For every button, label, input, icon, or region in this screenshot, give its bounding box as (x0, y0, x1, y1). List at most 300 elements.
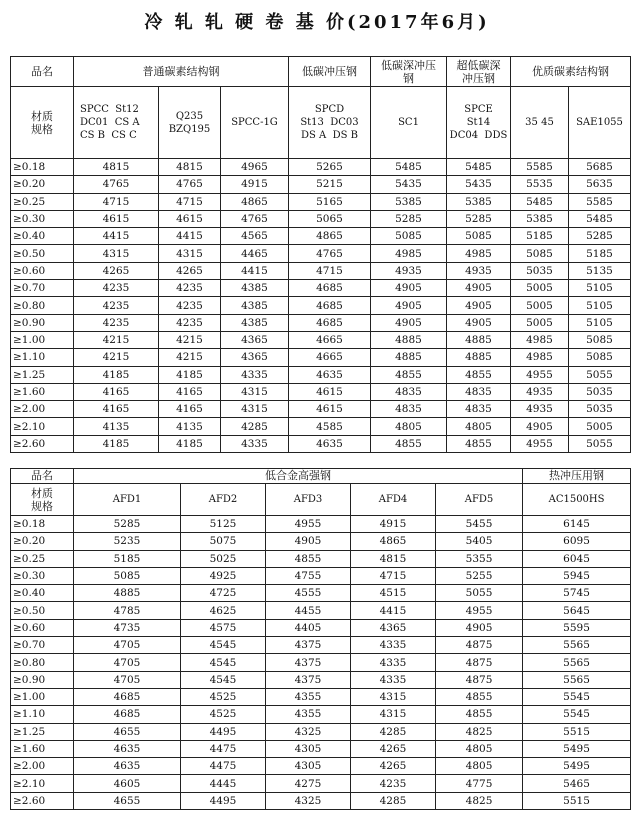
price-cell: 4905 (371, 314, 447, 331)
group-header: 优质碳素结构钢 (511, 57, 631, 87)
price-cell: 4715 (289, 262, 371, 279)
price-cell: 4315 (74, 245, 159, 262)
price-cell: 4525 (181, 688, 266, 705)
price-cell: 5385 (511, 210, 569, 227)
price-cell: 5265 (289, 159, 371, 176)
price-cell: 4785 (74, 602, 181, 619)
table-row (11, 314, 631, 331)
spec-cell: ≥1.60 (11, 383, 74, 400)
price-cell: 4335 (221, 366, 289, 383)
price-cell: 4655 (74, 723, 181, 740)
price-cell: 4185 (74, 366, 159, 383)
price-cell: 4585 (289, 418, 371, 435)
price-cell: 4415 (221, 262, 289, 279)
price-cell: 4315 (221, 401, 289, 418)
price-cell: 4475 (181, 758, 266, 775)
price-cell: 4305 (266, 758, 351, 775)
price-cell: 4725 (181, 585, 266, 602)
table-row (11, 193, 631, 210)
page-title: 冷 轧 轧 硬 卷 基 价(2017年6月) (144, 12, 490, 33)
table-row (11, 585, 631, 602)
price-cell: 5285 (371, 210, 447, 227)
price-cell: 4705 (74, 637, 181, 654)
table-row (11, 706, 631, 723)
price-cell: 6145 (523, 516, 631, 533)
price-cell: 4935 (371, 262, 447, 279)
price-cell: 5585 (511, 159, 569, 176)
price-cell: 4635 (289, 435, 371, 452)
price-table-1 (10, 56, 631, 453)
table-row (11, 792, 631, 809)
price-cell: 4905 (447, 280, 511, 297)
price-cell: 4385 (221, 314, 289, 331)
material-header: AFD1 (74, 484, 181, 516)
price-cell: 4985 (511, 331, 569, 348)
price-cell: 4265 (351, 740, 436, 757)
price-cell: 4755 (266, 567, 351, 584)
price-cell: 4855 (436, 688, 523, 705)
price-cell: 5055 (569, 366, 631, 383)
price-cell: 4925 (181, 567, 266, 584)
price-cell: 5105 (569, 314, 631, 331)
table-row (11, 418, 631, 435)
price-cell: 4375 (266, 654, 351, 671)
spec-label: 材质 规格 (11, 87, 74, 159)
price-cell: 4565 (221, 228, 289, 245)
table-row (11, 654, 631, 671)
price-cell: 4405 (266, 619, 351, 636)
spec-cell: ≥2.00 (11, 401, 74, 418)
table2-group-header (11, 469, 631, 484)
price-cell: 5495 (523, 740, 631, 757)
price-cell: 4835 (371, 383, 447, 400)
price-cell: 5085 (511, 245, 569, 262)
price-cell: 5465 (523, 775, 631, 792)
price-cell: 5105 (569, 280, 631, 297)
price-cell: 4215 (74, 331, 159, 348)
price-cell: 4285 (351, 723, 436, 740)
spec-cell: ≥1.00 (11, 688, 74, 705)
price-cell: 4855 (371, 366, 447, 383)
spec-cell: ≥1.60 (11, 740, 74, 757)
table-row (11, 602, 631, 619)
price-cell: 4835 (371, 401, 447, 418)
table-row (11, 245, 631, 262)
price-cell: 4815 (351, 550, 436, 567)
price-cell: 4985 (447, 245, 511, 262)
price-cell: 4885 (74, 585, 181, 602)
price-cell: 4765 (159, 176, 221, 193)
price-cell: 5185 (569, 245, 631, 262)
price-cell: 4575 (181, 619, 266, 636)
price-cell: 4685 (289, 314, 371, 331)
material-header: SC1 (371, 87, 447, 159)
spec-cell: ≥0.80 (11, 297, 74, 314)
price-cell: 5025 (181, 550, 266, 567)
price-cell: 5035 (511, 262, 569, 279)
group-header: 普通碳素结构钢 (74, 57, 289, 87)
price-cell: 4805 (371, 418, 447, 435)
price-cell: 4235 (351, 775, 436, 792)
material-header: SPCC St12 DC01 CS A CS B CS C (74, 87, 159, 159)
table-row (11, 331, 631, 348)
price-cell: 4665 (289, 349, 371, 366)
price-cell: 4855 (436, 706, 523, 723)
price-cell: 4775 (436, 775, 523, 792)
price-cell: 4235 (74, 297, 159, 314)
price-cell: 4475 (181, 740, 266, 757)
spec-cell: ≥0.18 (11, 159, 74, 176)
price-cell: 4905 (371, 280, 447, 297)
price-cell: 5005 (569, 418, 631, 435)
price-cell: 4455 (266, 602, 351, 619)
price-cell: 5565 (523, 654, 631, 671)
price-cell: 5515 (523, 723, 631, 740)
price-cell: 4615 (289, 383, 371, 400)
price-cell: 4615 (74, 210, 159, 227)
spec-cell: ≥0.40 (11, 228, 74, 245)
price-cell: 6095 (523, 533, 631, 550)
price-cell: 4325 (266, 792, 351, 809)
price-cell: 4495 (181, 792, 266, 809)
spec-cell: ≥0.25 (11, 193, 74, 210)
material-header: AFD3 (266, 484, 351, 516)
price-cell: 5235 (74, 533, 181, 550)
price-cell: 5005 (511, 314, 569, 331)
price-cell: 4825 (436, 792, 523, 809)
price-cell: 4615 (159, 210, 221, 227)
price-cell: 4985 (371, 245, 447, 262)
price-cell: 4865 (351, 533, 436, 550)
price-cell: 4375 (266, 637, 351, 654)
table-row (11, 435, 631, 452)
price-cell: 5185 (511, 228, 569, 245)
price-cell: 4495 (181, 723, 266, 740)
table-row (11, 758, 631, 775)
price-cell: 4235 (159, 280, 221, 297)
material-header: Q235 BZQ195 (159, 87, 221, 159)
price-cell: 4555 (266, 585, 351, 602)
price-cell: 5405 (436, 533, 523, 550)
price-cell: 4235 (159, 297, 221, 314)
price-cell: 4335 (351, 654, 436, 671)
price-cell: 4715 (351, 567, 436, 584)
table1-material-header (11, 87, 631, 159)
price-cell: 4905 (266, 533, 351, 550)
table-row (11, 176, 631, 193)
group-header: 低合金高强钢 (74, 469, 523, 484)
group-header: 低碳冲压钢 (289, 57, 371, 87)
price-cell: 4815 (159, 159, 221, 176)
price-cell: 4715 (159, 193, 221, 210)
spec-cell: ≥2.10 (11, 775, 74, 792)
price-cell: 4315 (351, 688, 436, 705)
price-cell: 4885 (447, 349, 511, 366)
spec-cell: ≥1.00 (11, 331, 74, 348)
spec-cell: ≥1.25 (11, 723, 74, 740)
price-cell: 5035 (569, 383, 631, 400)
price-cell: 4525 (181, 706, 266, 723)
price-cell: 5485 (447, 159, 511, 176)
spec-cell: ≥0.20 (11, 533, 74, 550)
table-row (11, 262, 631, 279)
price-cell: 5285 (447, 210, 511, 227)
price-cell: 5215 (289, 176, 371, 193)
material-header: AC1500HS (523, 484, 631, 516)
price-cell: 5455 (436, 516, 523, 533)
price-cell: 4915 (351, 516, 436, 533)
spec-cell: ≥0.20 (11, 176, 74, 193)
price-cell: 4165 (159, 401, 221, 418)
price-cell: 4165 (74, 401, 159, 418)
price-cell: 5285 (74, 516, 181, 533)
price-cell: 4935 (511, 383, 569, 400)
price-cell: 5285 (569, 228, 631, 245)
price-cell: 4685 (74, 688, 181, 705)
price-cell: 4955 (511, 366, 569, 383)
price-cell: 4985 (511, 349, 569, 366)
price-cell: 4325 (266, 723, 351, 740)
price-cell: 4615 (289, 401, 371, 418)
price-cell: 5125 (181, 516, 266, 533)
price-cell: 4885 (371, 331, 447, 348)
price-cell: 5635 (569, 176, 631, 193)
price-cell: 4185 (159, 435, 221, 452)
spec-cell: ≥0.18 (11, 516, 74, 533)
price-cell: 4905 (371, 297, 447, 314)
table-row (11, 671, 631, 688)
price-cell: 4685 (74, 706, 181, 723)
spec-cell: ≥0.50 (11, 245, 74, 262)
price-cell: 4705 (74, 671, 181, 688)
price-cell: 4335 (351, 671, 436, 688)
table-row (11, 159, 631, 176)
price-cell: 5685 (569, 159, 631, 176)
spec-cell: ≥2.60 (11, 792, 74, 809)
price-cell: 4415 (74, 228, 159, 245)
price-cell: 5645 (523, 602, 631, 619)
price-cell: 5545 (523, 706, 631, 723)
spec-cell: ≥0.40 (11, 585, 74, 602)
spec-label: 材质 规格 (11, 484, 74, 516)
spec-cell: ≥2.60 (11, 435, 74, 452)
spec-cell: ≥0.60 (11, 619, 74, 636)
price-cell: 5495 (523, 758, 631, 775)
price-cell: 5165 (289, 193, 371, 210)
price-cell: 5135 (569, 262, 631, 279)
material-header: SPCC-1G (221, 87, 289, 159)
table2-material-header (11, 484, 631, 516)
price-cell: 4955 (436, 602, 523, 619)
table1-group-header (11, 57, 631, 87)
price-cell: 4905 (447, 314, 511, 331)
spec-cell: ≥0.70 (11, 280, 74, 297)
spec-cell: ≥2.00 (11, 758, 74, 775)
group-header: 超低碳深 冲压钢 (447, 57, 511, 87)
price-cell: 4825 (436, 723, 523, 740)
material-header: AFD5 (436, 484, 523, 516)
price-cell: 5085 (74, 567, 181, 584)
spec-cell: ≥0.80 (11, 654, 74, 671)
table1-row-label-header: 品名 (11, 57, 74, 87)
spec-cell: ≥0.25 (11, 550, 74, 567)
price-cell: 4305 (266, 740, 351, 757)
price-cell: 5585 (569, 193, 631, 210)
price-cell: 4805 (447, 418, 511, 435)
price-cell: 4545 (181, 654, 266, 671)
price-cell: 4335 (351, 637, 436, 654)
material-header: AFD2 (181, 484, 266, 516)
spec-cell: ≥1.10 (11, 706, 74, 723)
table-row (11, 533, 631, 550)
price-cell: 4715 (74, 193, 159, 210)
price-cell: 4415 (351, 602, 436, 619)
spec-cell: ≥2.10 (11, 418, 74, 435)
price-cell: 5515 (523, 792, 631, 809)
price-cell: 4165 (74, 383, 159, 400)
price-cell: 4315 (351, 706, 436, 723)
price-cell: 4515 (351, 585, 436, 602)
price-cell: 4355 (266, 706, 351, 723)
price-cell: 5435 (447, 176, 511, 193)
price-cell: 4545 (181, 637, 266, 654)
price-cell: 4665 (289, 331, 371, 348)
price-cell: 4655 (74, 792, 181, 809)
price-cell: 4445 (181, 775, 266, 792)
price-cell: 4335 (221, 435, 289, 452)
price-cell: 4765 (289, 245, 371, 262)
price-cell: 4815 (74, 159, 159, 176)
price-cell: 5945 (523, 567, 631, 584)
price-cell: 4285 (221, 418, 289, 435)
price-cell: 4855 (447, 435, 511, 452)
price-cell: 4365 (221, 349, 289, 366)
table-row (11, 688, 631, 705)
table-row (11, 228, 631, 245)
price-cell: 5075 (181, 533, 266, 550)
price-table-2 (10, 468, 631, 810)
price-cell: 5745 (523, 585, 631, 602)
price-cell: 4465 (221, 245, 289, 262)
price-cell: 5485 (569, 210, 631, 227)
price-cell: 4765 (221, 210, 289, 227)
price-cell: 4905 (436, 619, 523, 636)
price-cell: 4855 (371, 435, 447, 452)
price-cell: 4265 (159, 262, 221, 279)
price-cell: 5385 (371, 193, 447, 210)
price-cell: 5005 (511, 280, 569, 297)
price-cell: 4835 (447, 401, 511, 418)
table-row (11, 619, 631, 636)
spec-cell: ≥0.70 (11, 637, 74, 654)
spec-cell: ≥0.30 (11, 210, 74, 227)
price-cell: 4415 (159, 228, 221, 245)
price-cell: 5565 (523, 671, 631, 688)
price-cell: 5485 (511, 193, 569, 210)
price-cell: 4365 (351, 619, 436, 636)
price-cell: 5065 (289, 210, 371, 227)
price-cell: 4685 (289, 280, 371, 297)
price-cell: 4955 (511, 435, 569, 452)
price-cell: 4135 (74, 418, 159, 435)
price-cell: 5035 (569, 401, 631, 418)
price-cell: 6045 (523, 550, 631, 567)
material-header: 35 45 (511, 87, 569, 159)
price-cell: 4905 (447, 297, 511, 314)
table-row (11, 280, 631, 297)
price-cell: 4375 (266, 671, 351, 688)
table-row (11, 516, 631, 533)
price-cell: 4935 (447, 262, 511, 279)
price-cell: 4215 (74, 349, 159, 366)
price-cell: 5595 (523, 619, 631, 636)
material-header: SPCD St13 DC03 DS A DS B (289, 87, 371, 159)
material-header: SPCE St14 DC04 DDS (447, 87, 511, 159)
price-cell: 4285 (351, 792, 436, 809)
price-cell: 4955 (266, 516, 351, 533)
spec-cell: ≥0.60 (11, 262, 74, 279)
price-cell: 4865 (221, 193, 289, 210)
table-row (11, 550, 631, 567)
spec-cell: ≥1.10 (11, 349, 74, 366)
price-cell: 4355 (266, 688, 351, 705)
table-row (11, 637, 631, 654)
price-cell: 5385 (447, 193, 511, 210)
price-cell: 4265 (74, 262, 159, 279)
price-cell: 5055 (569, 435, 631, 452)
price-cell: 5085 (569, 349, 631, 366)
price-cell: 4165 (159, 383, 221, 400)
price-cell: 4185 (159, 366, 221, 383)
price-cell: 4875 (436, 654, 523, 671)
price-cell: 4685 (289, 297, 371, 314)
price-cell: 4965 (221, 159, 289, 176)
price-cell: 4765 (74, 176, 159, 193)
price-cell: 4315 (159, 245, 221, 262)
price-cell: 5085 (371, 228, 447, 245)
price-cell: 5565 (523, 637, 631, 654)
price-cell: 5545 (523, 688, 631, 705)
material-header: SAE1055 (569, 87, 631, 159)
price-cell: 4235 (159, 314, 221, 331)
price-cell: 4735 (74, 619, 181, 636)
price-cell: 5355 (436, 550, 523, 567)
price-cell: 5055 (436, 585, 523, 602)
price-cell: 5185 (74, 550, 181, 567)
table-row (11, 401, 631, 418)
price-cell: 4635 (74, 758, 181, 775)
price-cell: 4855 (447, 366, 511, 383)
price-cell: 4385 (221, 280, 289, 297)
price-cell: 5535 (511, 176, 569, 193)
spec-cell: ≥0.90 (11, 671, 74, 688)
table-row (11, 740, 631, 757)
price-cell: 4235 (74, 314, 159, 331)
price-cell: 4865 (289, 228, 371, 245)
price-cell: 4135 (159, 418, 221, 435)
price-cell: 4875 (436, 637, 523, 654)
table-row (11, 210, 631, 227)
table2-row-label-header: 品名 (11, 469, 74, 484)
price-cell: 4875 (436, 671, 523, 688)
table-row (11, 297, 631, 314)
price-cell: 4265 (351, 758, 436, 775)
price-cell: 4805 (436, 740, 523, 757)
price-cell: 4215 (159, 331, 221, 348)
table-row (11, 775, 631, 792)
price-cell: 4385 (221, 297, 289, 314)
price-cell: 4915 (221, 176, 289, 193)
